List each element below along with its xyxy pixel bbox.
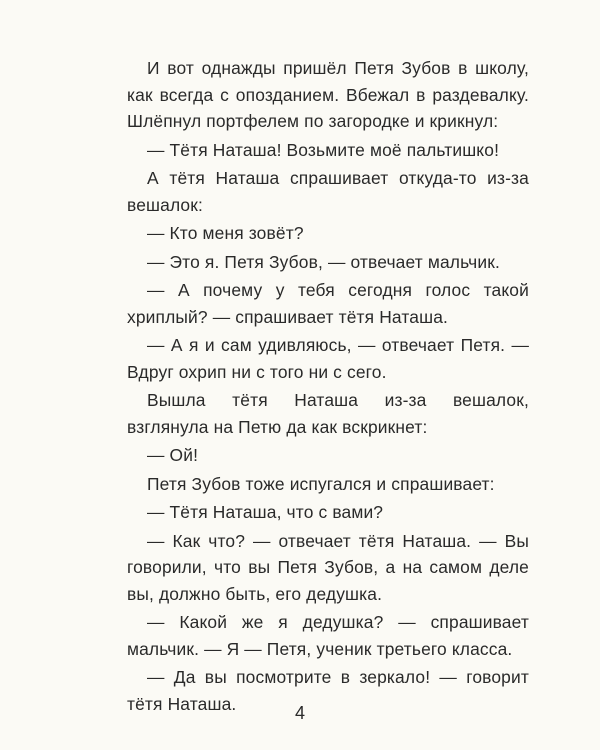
- paragraph: Вышла тётя Наташа из-за вешалок, взглянула на Петю да как вскрикнет:: [127, 390, 529, 437]
- paragraph: — Да вы посмотрите в зеркало! — говорит тётя Наташа.: [127, 667, 529, 714]
- paragraph: — Тётя Наташа! Возьмите моё пальтишко!: [147, 139, 500, 160]
- paragraph: — Это я. Петя Зубов, — отвечает мальчик.: [147, 251, 500, 272]
- page-number: 4: [294, 703, 305, 723]
- paragraph: И вот однажды пришёл Петя Зубов в школу, как всегда с опозданием. Вбежал в раздевалку. Шлёпнул портфелем по загородке и крикнул:: [127, 58, 529, 131]
- paragraph: — А я и сам удивляюсь, — отвечает Петя. — Вдруг охрип ни с того ни с сего.: [127, 335, 529, 382]
- paragraph: — Кто меня зовёт?: [147, 223, 304, 243]
- paragraph: — Как что? — отвечает тётя Наташа. — Вы говорили, что вы Петя Зубов, а на самом деле вы, должно быть, его дедушка.: [127, 530, 529, 604]
- paragraph: — А почему у тебя сегодня голос такой хриплый? — спрашивает тётя Наташа.: [127, 280, 529, 327]
- paragraph: — Ой!: [147, 445, 199, 465]
- paragraph: — Какой же я дедушка? — спрашивает мальчик. — Я — Петя, ученик третьего класса.: [127, 612, 529, 659]
- paragraph: А тётя Наташа спрашивает откуда-то из-за вешалок:: [127, 168, 529, 215]
- paragraph: Петя Зубов тоже испугался и спрашивает:: [147, 473, 495, 494]
- paragraph: — Тётя Наташа, что с вами?: [147, 502, 384, 522]
- page-text: [127, 55, 529, 719]
